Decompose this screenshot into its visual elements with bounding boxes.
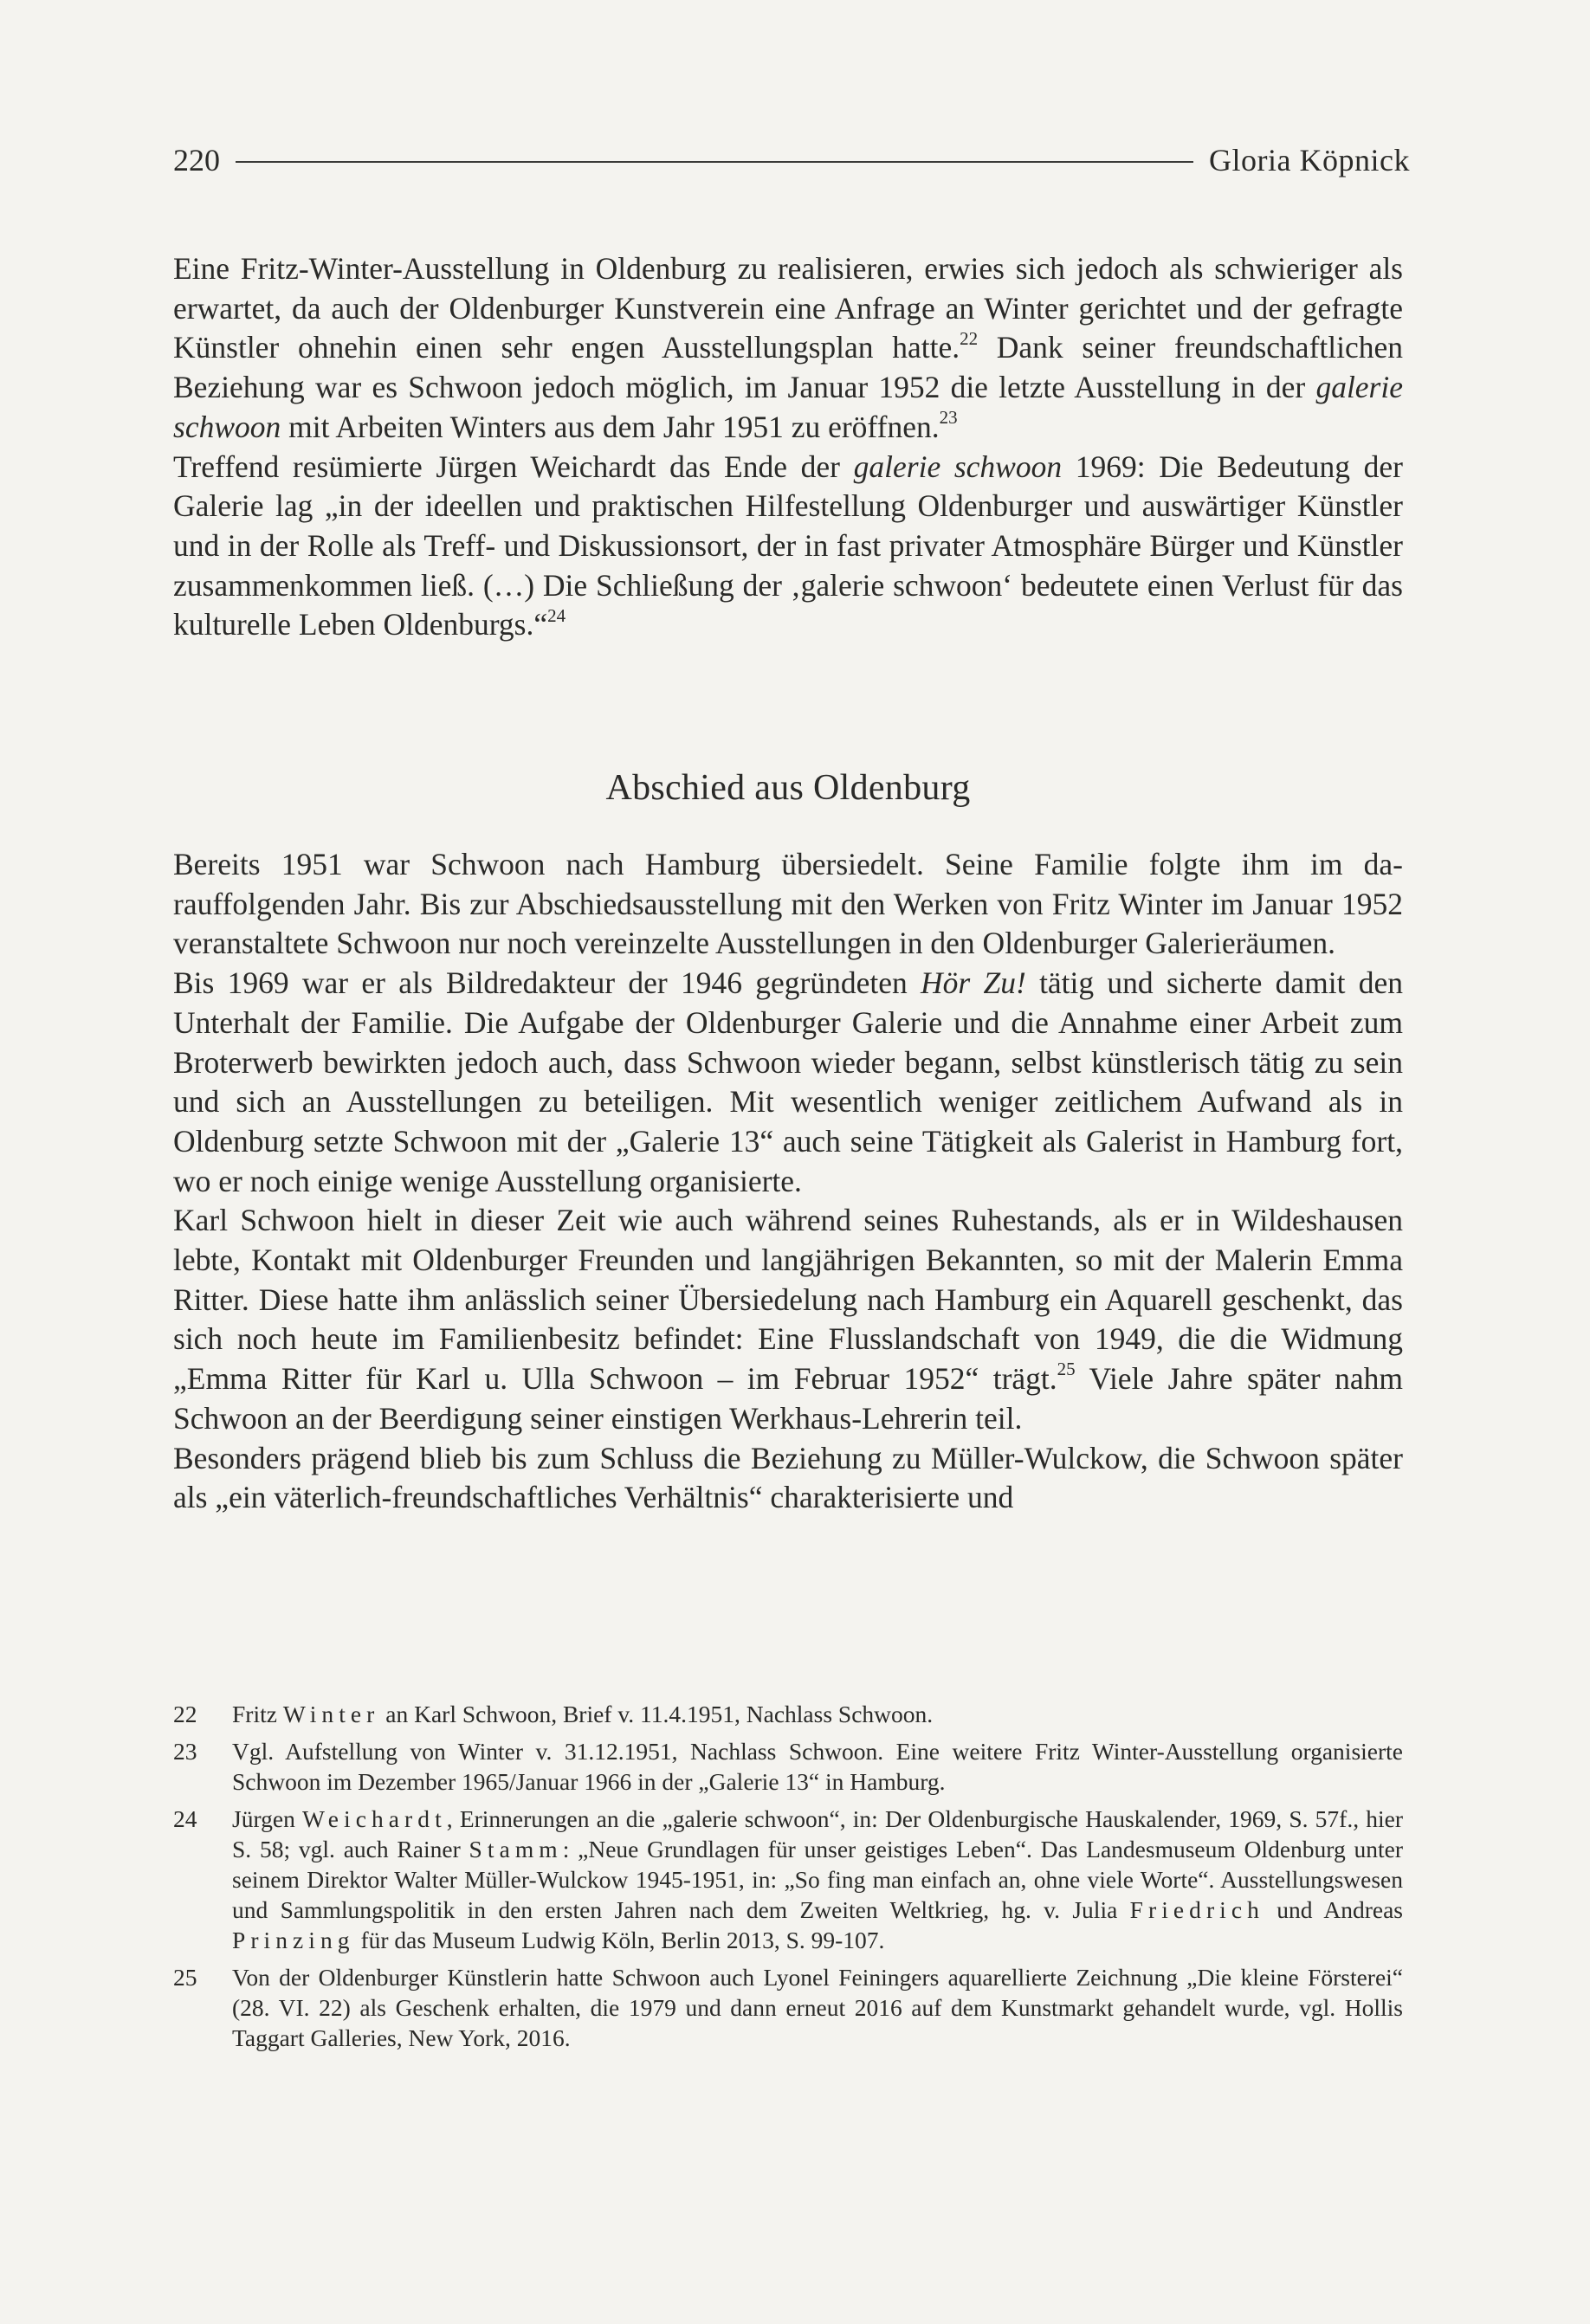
footnote-number: 24 — [173, 1805, 197, 1832]
paragraph — [173, 964, 1403, 1201]
footnote-reference: 24 — [547, 604, 566, 626]
section-heading: Abschied aus Oldenburg — [605, 768, 971, 808]
running-head-author: Gloria Köpnick — [1209, 143, 1410, 178]
footnote-reference: 22 — [960, 327, 979, 349]
text-run: tätig und sicherte damit den Unterhalt der Familie. Die Aufgabe der Oldenburger Galerie und die Annahme einer Arbeit zum Broterwerb bewirkten jedoch auch, dass Schwoon wieder begann, selbst künstlerisch tätig zu sein und sich an Ausstellungen zu beteiligen. Mit wesentlich weniger zeitlichem Aufwand als in Oldenburg setzte Schwoon mit der „Galerie 13“ auch seine Tätigkeit als Galerist in Hamburg fort, wo er noch einige wenige Ausstellung organisierte. — [173, 965, 1403, 1198]
text-run: Besonders prägend blieb bis zum Schluss die Beziehung zu Müller-Wulckow, die Schwoon später als „ein väterlich-freundschaftliches Verhältnis“ charakterisierte und — [173, 1440, 1403, 1515]
text-run: mit Arbeiten Winters aus dem Jahr 1951 zu eröffnen. — [281, 409, 940, 444]
text-run: Karl Schwoon hielt in dieser Zeit wie auch während seines Ruhestands, als er in Wildeshausen lebte, Kontakt mit Oldenburger Freunden und langjährigen Bekannten, so mit der Malerin Emma Ritter. Diese hatte ihm anlässlich seiner Übersiedelung nach Hamburg ein Aquarell geschenkt, das sich noch heute im Familienbesitz befindet: Eine Flusslandschaft von 1949, die die Widmung „Emma Ritter für Karl u. Ulla Schwoon – im Februar 1952“ trägt. — [173, 1203, 1403, 1397]
text-run: für das Museum Ludwig Köln, Berlin 2013, S. 99-107. — [354, 1927, 885, 1953]
author-name: Friedrich — [1129, 1896, 1264, 1923]
text-run: : „Neue Grundlagen für unser geistiges Leben“. Das Landesmuseum Oldenburg unter seinem Direktor Walter Müller-Wulckow 1945-1951, in: „So fing man einfach an, ohne viele Worte“. Ausstellungswesen und Sammlungspolitik in den ersten Jahren nach dem Zweiten Weltkrieg, hg. v. Julia — [232, 1836, 1403, 1923]
author-name: Stamm — [469, 1836, 563, 1862]
footnote-number: 23 — [173, 1738, 197, 1765]
footnote — [173, 1736, 1403, 1797]
footnote-reference: 25 — [1057, 1359, 1076, 1380]
footnote-number: 22 — [173, 1701, 197, 1727]
paragraph — [173, 448, 1403, 646]
footnote — [173, 1804, 1403, 1955]
intro-text — [173, 249, 1403, 645]
text-run: Jürgen — [232, 1805, 302, 1832]
header-rule — [236, 161, 1193, 163]
text-run: Viele Jahre später nahm Schwoon an der Beerdigung seiner einstigen Werkhaus-Lehrerin teil. — [173, 1361, 1404, 1436]
paragraph — [173, 249, 1403, 448]
italic-title: galerie schwoon — [173, 370, 1403, 444]
author-name: Prinzing — [232, 1927, 355, 1953]
author-name: Weichardt — [302, 1805, 447, 1832]
footnote-text — [232, 1736, 1403, 1797]
author-name: Winter — [282, 1701, 380, 1727]
text-run: , Erinnerungen an die „galerie schwoon“, in: Der Oldenburgische Hauskalender, 1969, S. 57f., hier S. 58; vgl. auch Rainer — [232, 1805, 1403, 1862]
text-run: Treffend resümierte Jürgen Weichardt das Ende der — [173, 449, 854, 484]
section-body — [173, 845, 1403, 1518]
footnote-text — [232, 1962, 1403, 2053]
footnote-number: 25 — [173, 1964, 197, 1991]
text-run: Fritz — [232, 1701, 283, 1727]
page-number: 220 — [173, 143, 220, 178]
footnote-reference: 23 — [939, 406, 958, 428]
paragraph — [173, 1201, 1403, 1438]
text-run: Bereits 1951 war Schwoon nach Hamburg übersiedelt. Seine Familie folgte ihm im darauffolgenden Jahr. Bis zur Abschiedsausstellung mit den Werken von Fritz Winter im Januar 1952 veranstaltete Schwoon nur noch vereinzelte Ausstellungen in den Oldenburger Galerieräumen. — [173, 847, 1403, 961]
text-run: Bis 1969 war er als Bildredakteur der 1946 gegründeten — [173, 965, 921, 1001]
text-run: Von der Oldenburger Künstlerin hatte Schwoon auch Lyonel Feiningers aquarellierte Zeichnung „Die kleine Försterei“ (28. VI. 22) als Geschenk erhalten, die 1979 und dann erneut 2016 auf dem Kunstmarkt gehandelt wurde, vgl. Hollis Taggart Galleries, New York, 2016. — [232, 1964, 1403, 2051]
footnotes — [173, 1699, 1403, 2060]
text-run: Vgl. Aufstellung von Winter v. 31.12.1951, Nachlass Schwoon. Eine weitere Fritz Winter-Ausstellung organisierte Schwoon im Dezember 1965/Januar 1966 in der „Galerie 13“ in Hamburg. — [232, 1738, 1403, 1795]
text-run: 1969: Die Bedeutung der Galerie lag „in der ideellen und praktischen Hilfestellung Oldenburger und auswärtiger Künstler und in der Rolle als Treff- und Diskussionsort, der in fast privater Atmosphäre Bürger und Künstler zusammenkommen ließ. (…) Die Schließung der ‚galerie schwoon‘ bedeutete einen Verlust für das kulturelle Leben Oldenburgs.“ — [173, 449, 1403, 642]
text-run: an Karl Schwoon, Brief v. 11.4.1951, Nachlass Schwoon. — [379, 1701, 934, 1727]
footnote — [173, 1699, 1403, 1729]
italic-title: Hör Zu! — [921, 965, 1026, 1001]
footnote — [173, 1962, 1403, 2053]
text-run: Dank seiner freundschaftlichen Beziehung war es Schwoon jedoch möglich, im Januar 1952 die letzte Ausstellung in der — [173, 330, 1403, 405]
text-run: und Andreas — [1264, 1896, 1403, 1923]
text-run: Eine Fritz-Winter-Ausstellung in Oldenburg zu realisieren, erwies sich jedoch als schwieriger als erwartet, da auch der Oldenburger Kunstverein eine Anfrage an Winter gerichtet und der gefragte Künstler ohnehin einen sehr engen Ausstellungsplan hatte. — [173, 251, 1403, 365]
paragraph — [173, 1439, 1403, 1518]
italic-title: galerie schwoon — [853, 449, 1063, 484]
running-head — [173, 139, 1410, 182]
footnote-text — [232, 1699, 1403, 1729]
footnote-text — [232, 1804, 1403, 1955]
paragraph — [173, 845, 1403, 964]
